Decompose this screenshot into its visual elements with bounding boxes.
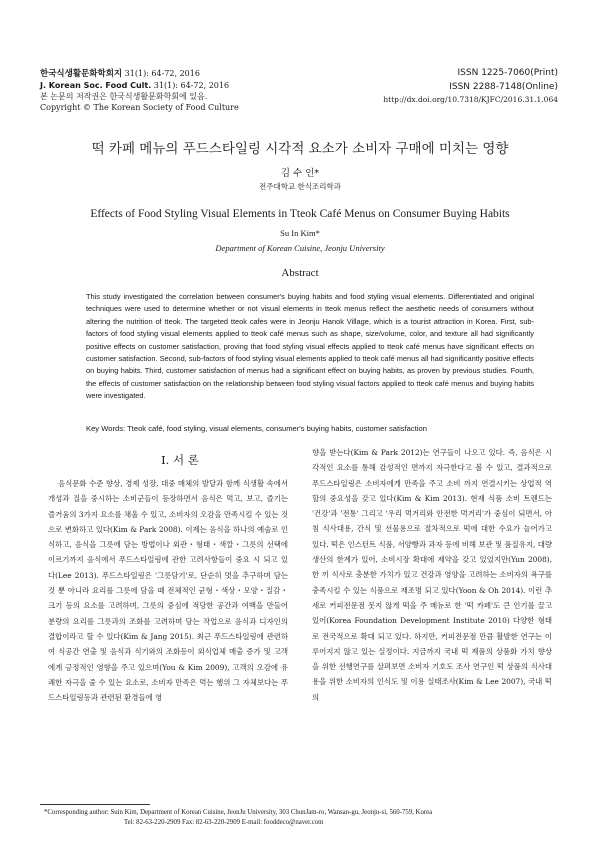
author-english: Su In Kim* bbox=[280, 228, 320, 238]
keywords-list: Tteok café, food styling, visual elements, consumer's buying habits, customer satisfaction bbox=[127, 424, 427, 433]
journal-title-en: J. Korean Soc. Food Cult. bbox=[40, 81, 152, 90]
affiliation-korean: 전주대학교 한식조리학과 bbox=[258, 182, 342, 191]
affiliation-english: Department of Korean Cuisine, Jeonju University bbox=[215, 243, 385, 253]
abstract-heading: Abstract bbox=[281, 267, 319, 279]
keywords-label: Key Words: bbox=[86, 424, 126, 433]
section-heading-introduction: Ⅰ. 서 론 bbox=[161, 453, 199, 467]
footnote-contact: Tel: 82-63-220-2909 Fax: 82-63-220-2909 E-mail: fooddeco@naver.com bbox=[124, 819, 324, 826]
footnote-divider bbox=[40, 804, 150, 805]
journal-title-ko: 한국식생활문화학회지 bbox=[40, 69, 123, 79]
journal-volume-ko: 31(1): 64-72, 2016 bbox=[124, 69, 200, 78]
journal-header-right bbox=[383, 66, 558, 106]
title-korean: 떡 카페 메뉴의 푸드스타일링 시각적 요소가 소비자 구매에 미치는 영향 bbox=[91, 141, 509, 157]
journal-volume-en: 31(1): 64-72, 2016 bbox=[153, 81, 230, 90]
copyright-notice-ko: 본 논문의 저작권은 한국식생활문화학회에 있음. bbox=[40, 92, 208, 101]
body-column-left: 음식문화 수준 향상, 경제 성장, 대중 매체의 발달과 함께 식생활 속에서 개성과 질을 중시하는 소비군들이 등장하면서 음식은 먹고, 보고, 즐기는 즐거움의 3가지 요소를 채울 수 있고, 소비자의 오감을 만족시킬 수 있는 것으로 변화하고 있다(Kim & Park 2008). 이제는 음식을 하나의 예술로 인식하고, 음식을 그릇에 담는 방법이나 외관・형태・색깔・그릇의 선택에 이르기까지 음식에서 푸드스타일링에 관한 고려사항들이 중요 시 되고 있다(Lee 2013). 푸드스타일링은 '그릇담기'로, 단순히 멋을 추구하며 담는 것 뿐 아니라 요리를 그릇에 담을 때 전체적인 균형・색상・모양・질감・크기 등의 요소를 고려하며, 그릇의 중심에 적당한 공간과 여백을 만들어 분량의 요리를 그릇과의 조화를 고려하며 담는 작업으로 음식과 디자인의 결합이라고 할 수 있다(Kim & Jang 2015). 최근 푸드스타일링에 관련하여 식공간 연출 및 음식과 식기와의 조화등이 외식업체 매출 증가 및 고객에게 긍정적인 영향을 주고 있으며(You & Kim 2009), 고객의 오감에 유쾌한 자극을 줄 수 있는 요소로, 소비자 만족은 먹는 행위 그 자체보다는 푸드스타일링등과 관련된 환경들에 영 bbox=[48, 479, 288, 703]
body-column-right: 향을 받는다(Kim & Park 2012)는 연구들이 나오고 있다. 즉, 음식은 시각적인 요소를 통해 감성적인 면까지 자극한다고 볼 수 있고, 결과적으로 푸드스타일링은 소비자에게 만족을 주고 소비 까지 연결시키는 상업적 역할의 중요성을 갖고 있다(Kim & Kim 2013). 현재 식품 소비 트렌드는 '건강'과 '전통' 그리고 '우리 먹거리와 안전한 먹거리'가 중심이 되면서, 아침 식사대용, 간식 및 선물용으로 절차적으로 떡에 대한 수요가 늘어가고 있다. 떡은 인스턴트 식품, 서양빵과 과자 등에 비해 보관 및 품질유지, 대량 생산의 한계가 있어, 소비시장 확대에 제약을 갖고 있었지만(Yun 2008), 한 끼 식사로 충분한 가치가 있고 건강과 영양을 고려하는 소비자의 욕구를 충족시킬 수 있는 식품으로 재조명 되고 있다(Yoon & Oh 2014). 이런 추세로 커피전문점 못지 않게 떡을 주 메뉴로 한 '떡 카페'도 큰 인기를 끌고 있어(Korea Foundation Development Institute 2010) 다양한 형태로 전국적으로 확대 되고 있다. 하지만, 커피전문점 만큼 활발한 연구는 이루어지지 않고 있는 실정이다. 지금까지 국내 떡 제품의 상품화 가치 향상을 위한 선행연구를 살펴보면 소비자 기호도 조사 연구인 떡 상품의 식사대용을 위한 소비자의 인식도 및 이용 실태조사(Kim & Lee 2007), 국내 떡의 bbox=[312, 448, 552, 702]
issn-print: ISSN 1225-7060(Print) bbox=[457, 68, 558, 78]
copyright-line: Copyright © The Korean Society of Food Culture bbox=[40, 103, 239, 112]
footnote-corresponding-author: *Corresponding author: Suin Kim, Department of Korean Cuisine, JeonJu University, 303 ChunJam-ro, Wansan-gu, Jeonju-si, 560-759, Korea bbox=[44, 809, 433, 816]
doi-link[interactable]: http://dx.doi.org/10.7318/KJFC/2016.31.1.064 bbox=[383, 95, 558, 104]
author-korean: 김 수 인* bbox=[280, 168, 320, 179]
journal-header-left bbox=[40, 68, 239, 113]
title-english: Effects of Food Styling Visual Elements in Tteok Café Menus on Consumer Buying Habits bbox=[90, 208, 510, 220]
keywords-line bbox=[86, 424, 534, 433]
issn-online: ISSN 2288-7148(Online) bbox=[449, 82, 558, 92]
footnote bbox=[44, 808, 564, 828]
abstract-body: This study investigated the correlation between consumer's buying habits and food styling visual elements. Differentiated and original techniques were used to determine whether or not visual elements in tteok menus reflect the aesthetic needs of consumers without altering the nutrition of tteok. The targeted tteok cafes were in Jeonju Hanok Village, which is a tourist attraction in Korea. First, sub-factors of food styling visual elements applied to tteok café menus such as shape, size/volume, color, and texture all had significantly positive effects on customer satisfaction, proving that food styling visual effects applied to tteok café menus have significant effects on customer satisfaction. Second, sub-factors of food styling visual elements applied to tteok café menus all had significantly positive effects on buying habits. Third, customer satisfaction of menus had a significant effect on buying habits, as proven by previous studies. Fourth, the effects of customer satisfaction on the relationship between food styling visual factors applied to tteok café menus and buying habits were investigated. bbox=[86, 292, 534, 401]
